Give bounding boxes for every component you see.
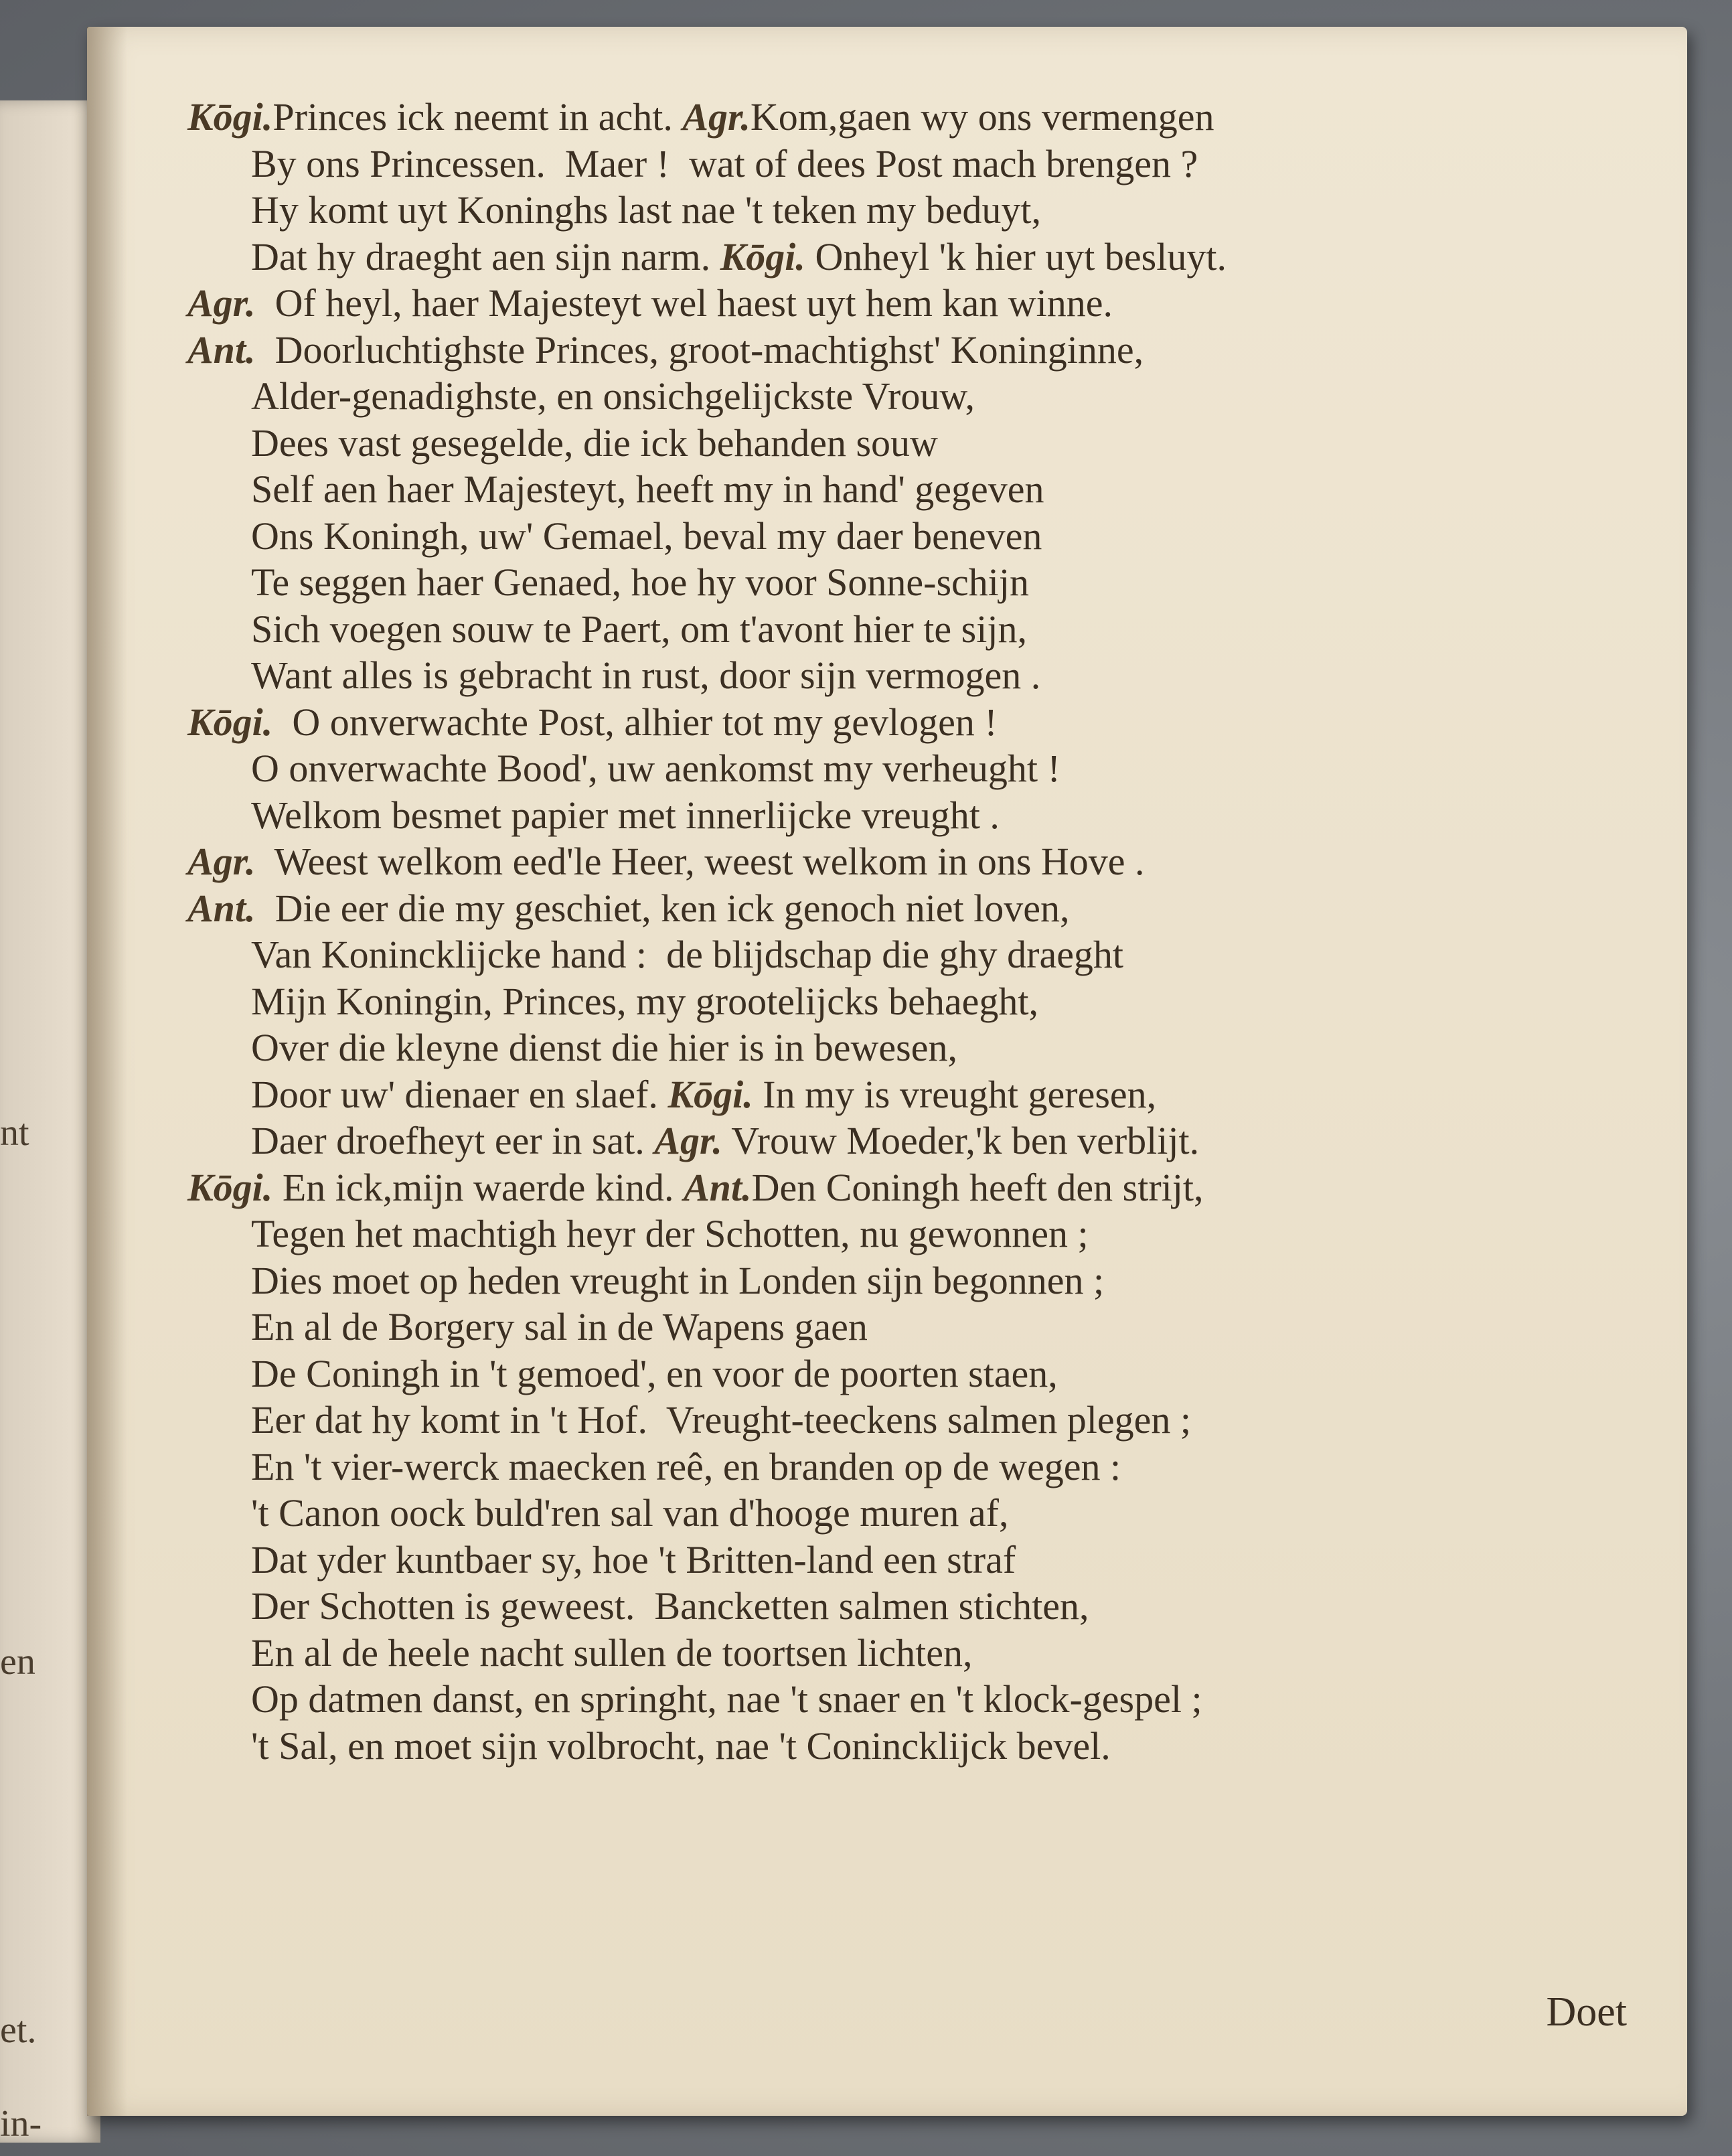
verse-line <box>187 1304 1634 1351</box>
verse-text-segment: Tegen het machtigh heyr der Schotten, nu gewonnen ; <box>251 1212 1089 1255</box>
verse-line <box>187 1397 1634 1444</box>
verse-text-segment: Dies moet op heden vreught in Londen sijn begonnen ; <box>251 1258 1105 1302</box>
verse-text-segment: Doorluchtighste Princes, groot-machtighst' Koninginne, <box>255 327 1144 372</box>
verse-line <box>187 327 1634 374</box>
verse-line <box>187 978 1634 1025</box>
verse-line <box>187 606 1634 653</box>
verse-text-segment: O onverwachte Bood', uw aenkomst my verheught ! <box>251 747 1060 790</box>
verse-line <box>187 1537 1634 1584</box>
verse-text-segment: Welkom besmet papier met innerlijcke vreught . <box>251 793 1000 837</box>
verse-line <box>187 513 1634 560</box>
verse-line <box>187 1118 1634 1164</box>
speaker-label: Kōgi. <box>187 1165 273 1209</box>
verse-text-segment: Alder-genadighste, en onsichgelijckste Vrouw, <box>251 374 975 418</box>
book-page <box>87 27 1687 2116</box>
left-page-edge <box>0 100 100 2143</box>
spine-shadow <box>87 27 127 2116</box>
verse-text-segment: In my is vreught geresen, <box>753 1072 1157 1116</box>
verse-line <box>187 187 1634 234</box>
verse-line <box>187 94 1634 141</box>
verse-text-segment: Over die kleyne dienst die hier is in bewesen, <box>251 1026 957 1069</box>
verse-text-segment: En 't vier-werck maecken reê, en branden op de wegen : <box>251 1444 1121 1488</box>
left-page-fragment: in- <box>0 2103 42 2143</box>
verse-line <box>187 652 1634 699</box>
verse-text-segment: En al de heele nacht sullen de toortsen lichten, <box>251 1630 973 1675</box>
verse-line <box>187 1676 1634 1723</box>
verse-text-segment: Dat hy draeght aen sijn narm. <box>251 234 720 279</box>
verse-line <box>187 1211 1634 1257</box>
verse-text-segment: Daer droefheyt eer in sat. <box>251 1119 655 1162</box>
speaker-label: Ant. <box>684 1165 752 1209</box>
verse-line <box>187 1351 1634 1397</box>
verse-text-segment: Eer dat hy komt in 't Hof. Vreught-teeckens salmen plegen ; <box>251 1398 1191 1442</box>
verse-text-segment: Dees vast gesegelde, die ick behanden souw <box>251 420 938 465</box>
verse-text-segment: Want alles is gebracht in rust, door sijn vermogen . <box>251 653 1041 697</box>
verse-text-segment: Op datmen danst, en springht, nae 't snaer en 't klock-gespel ; <box>251 1677 1202 1721</box>
verse-line <box>187 745 1634 792</box>
verse-line <box>187 1024 1634 1071</box>
verse-line <box>187 1071 1634 1118</box>
verse-text-segment: O onverwachte Post, alhier tot my gevlogen ! <box>272 700 998 744</box>
verse-text-segment: Door uw' dienaer en slaef. <box>251 1072 668 1116</box>
verse-text-segment: By ons Princessen. Maer ! wat of dees Post mach brengen ? <box>251 141 1198 185</box>
verse-text-segment: Mijn Koningin, Princes, my grootelijcks behaeght, <box>251 979 1038 1023</box>
left-page-fragment: et. <box>0 2009 37 2051</box>
verse-line <box>187 1164 1634 1211</box>
verse-line <box>187 280 1634 327</box>
verse-text-segment: Ons Koningh, uw' Gemael, beval my daer beneven <box>251 514 1042 558</box>
speaker-label: Ant. <box>187 327 256 372</box>
speaker-label: Agr. <box>682 95 751 139</box>
verse-line <box>187 1583 1634 1630</box>
verse-text-segment: 't Canon oock buld'ren sal van d'hooge muren af, <box>251 1491 1009 1535</box>
verse-text-segment: En ick,mijn waerde kind. <box>272 1165 684 1209</box>
verse-line <box>187 1723 1634 1770</box>
speaker-label: Agr. <box>187 281 256 325</box>
verse-text <box>187 94 1634 1769</box>
verse-line <box>187 931 1634 978</box>
speaker-label: Kōgi. <box>187 700 273 744</box>
verse-line <box>187 373 1634 420</box>
verse-text-segment: De Coningh in 't gemoed', en voor de poorten staen, <box>251 1351 1058 1395</box>
speaker-label: Kōgi. <box>667 1072 753 1116</box>
left-page-fragment: nt <box>0 1112 29 1154</box>
catchword: Doet <box>1546 1989 1627 2035</box>
verse-line <box>187 559 1634 606</box>
speaker-label: Ant. <box>187 886 256 930</box>
verse-text-segment: 't Sal, en moet sijn volbrocht, nae 't Conincklijck bevel. <box>251 1723 1111 1768</box>
speaker-label: Agr. <box>187 840 256 883</box>
speaker-label: Kōgi. <box>187 95 273 139</box>
verse-line <box>187 1257 1634 1304</box>
verse-line <box>187 1490 1634 1537</box>
verse-line <box>187 885 1634 932</box>
verse-line <box>187 466 1634 513</box>
verse-line <box>187 141 1634 187</box>
verse-text-segment: En al de Borgery sal in de Wapens gaen <box>251 1305 868 1349</box>
verse-text-segment: Onheyl 'k hier uyt besluyt. <box>805 234 1227 279</box>
verse-text-segment: Te seggen haer Genaed, hoe hy voor Sonne-schijn <box>251 560 1030 604</box>
verse-text-segment: Princes ick neemt in acht. <box>272 95 683 139</box>
verse-text-segment: Van Konincklijcke hand : de blijdschap die ghy draeght <box>251 933 1124 976</box>
verse-text-segment: Sich voegen souw te Paert, om t'avont hier te sijn, <box>251 607 1027 651</box>
verse-text-segment: Kom,gaen wy ons vermengen <box>750 95 1214 139</box>
verse-text-segment: Dat yder kuntbaer sy, hoe 't Britten-land een straf <box>251 1537 1016 1582</box>
speaker-label: Kōgi. <box>720 234 805 279</box>
verse-line <box>187 1444 1634 1490</box>
verse-line <box>187 792 1634 839</box>
speaker-label: Agr. <box>654 1119 722 1162</box>
verse-text-segment: Of heyl, haer Majesteyt wel haest uyt hem kan winne. <box>255 281 1113 325</box>
verse-line <box>187 1630 1634 1677</box>
verse-text-segment: Vrouw Moeder,'k ben verblijt. <box>722 1119 1200 1162</box>
verse-text-segment: Self aen haer Majesteyt, heeft my in hand' gegeven <box>251 467 1044 511</box>
verse-line <box>187 838 1634 885</box>
verse-text-segment: Weest welkom eed'le Heer, weest welkom in ons Hove . <box>255 840 1145 883</box>
verse-text-segment: Hy komt uyt Koninghs last nae 't teken my beduyt, <box>251 188 1041 232</box>
left-page-fragment: en <box>0 1641 35 1683</box>
verse-line <box>187 234 1634 281</box>
verse-text-segment: Den Coningh heeft den strijt, <box>751 1165 1204 1209</box>
verse-text-segment: Die eer die my geschiet, ken ick genoch niet loven, <box>255 886 1070 930</box>
verse-line <box>187 699 1634 746</box>
verse-line <box>187 420 1634 467</box>
verse-text-segment: Der Schotten is geweest. Bancketten salmen stichten, <box>251 1584 1089 1628</box>
